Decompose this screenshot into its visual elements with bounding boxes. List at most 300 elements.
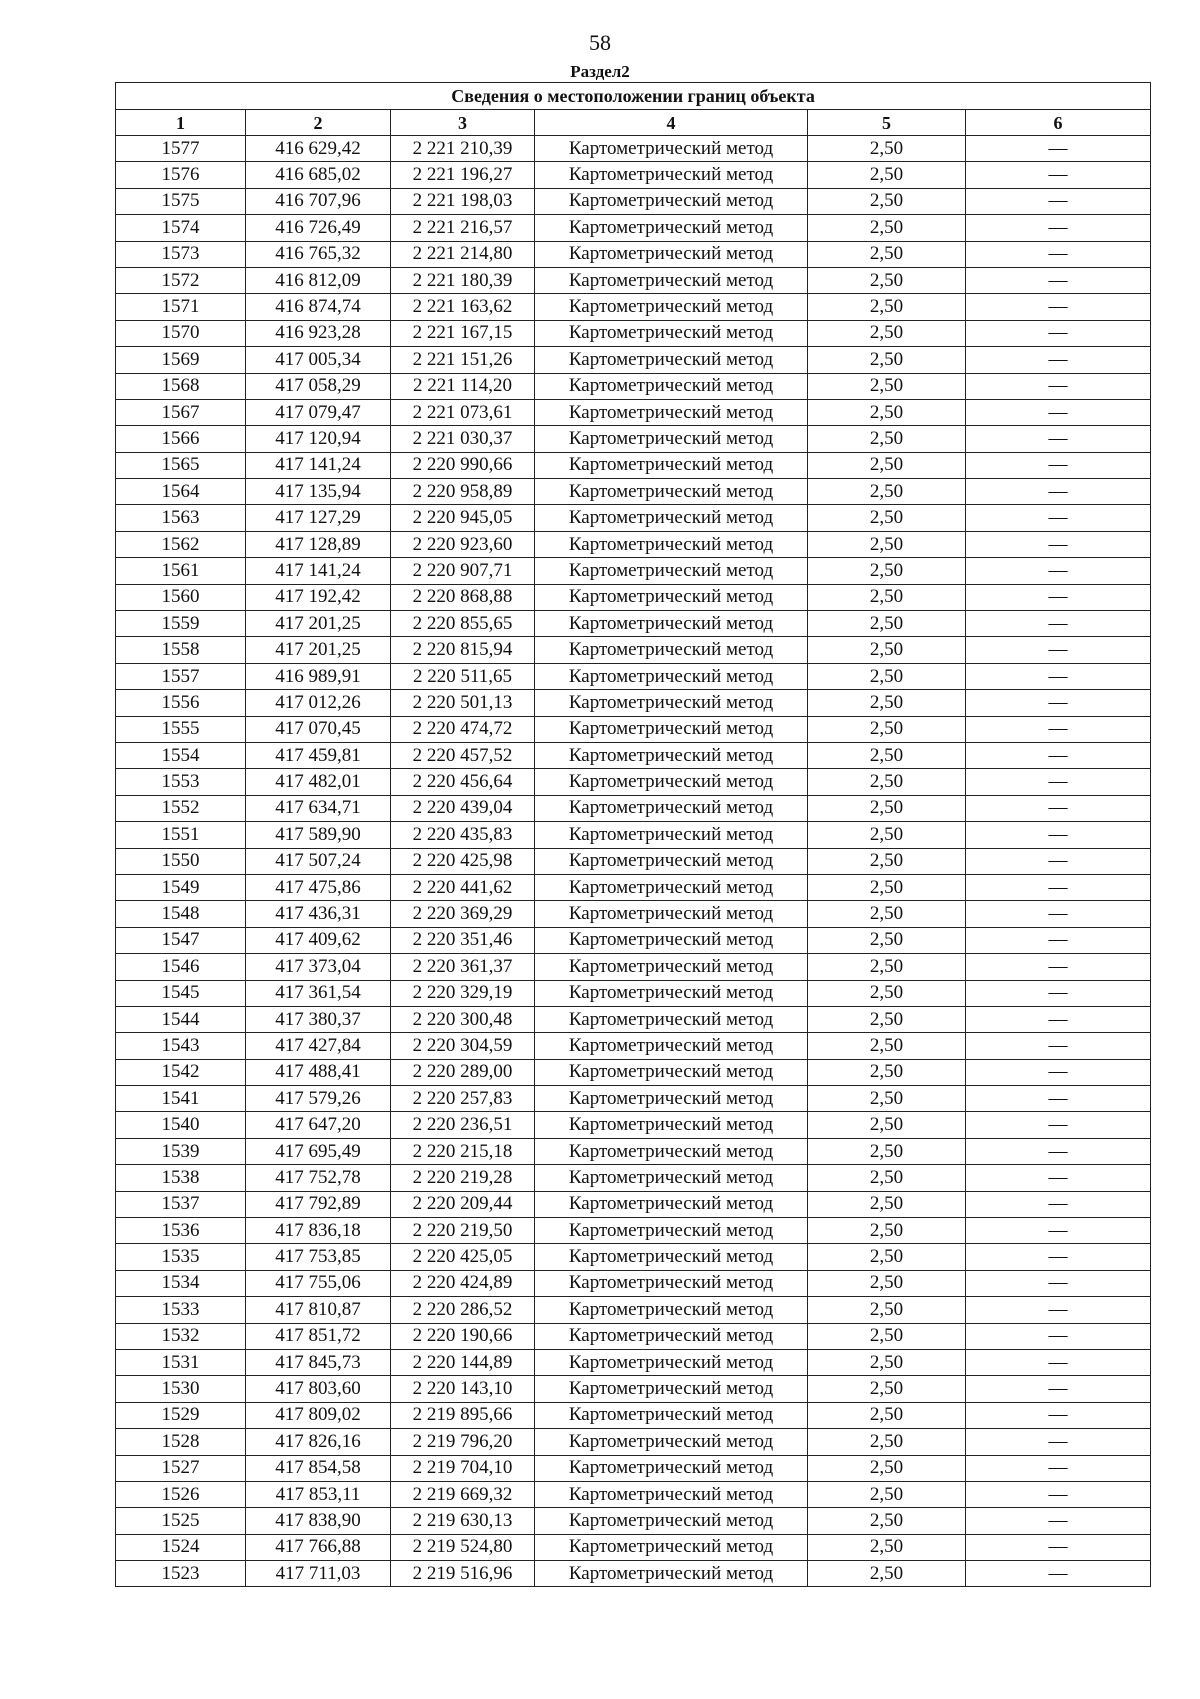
cell-coordinate-x: 417 766,88: [246, 1534, 391, 1560]
cell-description: —: [966, 1244, 1151, 1270]
cell-point-number: 1558: [116, 637, 246, 663]
table-row: [116, 716, 1151, 742]
cell-method: Картометрический метод: [535, 136, 808, 162]
table-row: [116, 954, 1151, 980]
cell-coordinate-x: 417 647,20: [246, 1112, 391, 1138]
cell-accuracy: 2,50: [808, 1561, 966, 1587]
cell-point-number: 1539: [116, 1138, 246, 1164]
cell-coordinate-x: 416 726,49: [246, 215, 391, 241]
cell-point-number: 1572: [116, 267, 246, 293]
cell-accuracy: 2,50: [808, 162, 966, 188]
cell-point-number: 1540: [116, 1112, 246, 1138]
cell-coordinate-y: 2 220 457,52: [391, 742, 535, 768]
cell-description: —: [966, 1376, 1151, 1402]
table-row: [116, 901, 1151, 927]
cell-description: —: [966, 320, 1151, 346]
cell-description: —: [966, 215, 1151, 241]
cell-point-number: 1542: [116, 1059, 246, 1085]
cell-description: —: [966, 1138, 1151, 1164]
table-row: [116, 1270, 1151, 1296]
cell-description: —: [966, 822, 1151, 848]
table-row: [116, 980, 1151, 1006]
page-number: 58: [589, 30, 611, 55]
table-row: [116, 1138, 1151, 1164]
section-title: Раздел2: [570, 62, 630, 81]
table-row: [116, 267, 1151, 293]
cell-accuracy: 2,50: [808, 452, 966, 478]
cell-method: Картометрический метод: [535, 1455, 808, 1481]
column-number-row: [116, 110, 1151, 136]
cell-method: Картометрический метод: [535, 505, 808, 531]
cell-coordinate-y: 2 220 236,51: [391, 1112, 535, 1138]
cell-method: Картометрический метод: [535, 1297, 808, 1323]
column-header-5: 5: [808, 110, 966, 136]
cell-accuracy: 2,50: [808, 1086, 966, 1112]
cell-point-number: 1538: [116, 1165, 246, 1191]
cell-coordinate-y: 2 220 501,13: [391, 690, 535, 716]
cell-point-number: 1571: [116, 294, 246, 320]
cell-coordinate-y: 2 220 923,60: [391, 531, 535, 557]
cell-method: Картометрический метод: [535, 426, 808, 452]
cell-coordinate-y: 2 221 151,26: [391, 347, 535, 373]
cell-point-number: 1535: [116, 1244, 246, 1270]
table-row: [116, 399, 1151, 425]
cell-accuracy: 2,50: [808, 1059, 966, 1085]
cell-coordinate-x: 417 507,24: [246, 848, 391, 874]
table-row: [116, 1455, 1151, 1481]
cell-coordinate-y: 2 220 474,72: [391, 716, 535, 742]
cell-coordinate-y: 2 219 516,96: [391, 1561, 535, 1587]
cell-coordinate-x: 417 589,90: [246, 822, 391, 848]
cell-description: —: [966, 1059, 1151, 1085]
cell-description: —: [966, 637, 1151, 663]
cell-point-number: 1564: [116, 479, 246, 505]
cell-coordinate-x: 417 005,34: [246, 347, 391, 373]
cell-coordinate-x: 416 989,91: [246, 663, 391, 689]
cell-method: Картометрический метод: [535, 901, 808, 927]
table-row: [116, 531, 1151, 557]
cell-coordinate-y: 2 221 196,27: [391, 162, 535, 188]
column-header-3: 3: [391, 110, 535, 136]
cell-accuracy: 2,50: [808, 1349, 966, 1375]
cell-point-number: 1560: [116, 584, 246, 610]
cell-coordinate-y: 2 221 216,57: [391, 215, 535, 241]
cell-coordinate-x: 417 853,11: [246, 1481, 391, 1507]
table-row: [116, 505, 1151, 531]
cell-point-number: 1561: [116, 558, 246, 584]
cell-description: —: [966, 716, 1151, 742]
cell-accuracy: 2,50: [808, 505, 966, 531]
cell-method: Картометрический метод: [535, 848, 808, 874]
cell-method: Картометрический метод: [535, 927, 808, 953]
cell-description: —: [966, 452, 1151, 478]
table-row: [116, 848, 1151, 874]
cell-accuracy: 2,50: [808, 584, 966, 610]
cell-method: Картометрический метод: [535, 347, 808, 373]
cell-method: Картометрический метод: [535, 611, 808, 637]
cell-description: —: [966, 1429, 1151, 1455]
cell-accuracy: 2,50: [808, 241, 966, 267]
cell-coordinate-x: 417 012,26: [246, 690, 391, 716]
cell-point-number: 1543: [116, 1033, 246, 1059]
cell-accuracy: 2,50: [808, 742, 966, 768]
cell-coordinate-y: 2 219 669,32: [391, 1481, 535, 1507]
cell-method: Картометрический метод: [535, 479, 808, 505]
cell-description: —: [966, 1218, 1151, 1244]
cell-point-number: 1526: [116, 1481, 246, 1507]
cell-point-number: 1549: [116, 874, 246, 900]
cell-coordinate-x: 417 475,86: [246, 874, 391, 900]
cell-coordinate-y: 2 220 304,59: [391, 1033, 535, 1059]
cell-point-number: 1570: [116, 320, 246, 346]
cell-coordinate-x: 416 685,02: [246, 162, 391, 188]
table-row: [116, 1059, 1151, 1085]
cell-description: —: [966, 426, 1151, 452]
cell-coordinate-x: 417 711,03: [246, 1561, 391, 1587]
table-row: [116, 742, 1151, 768]
cell-coordinate-y: 2 221 167,15: [391, 320, 535, 346]
cell-coordinate-x: 417 634,71: [246, 795, 391, 821]
cell-coordinate-y: 2 219 895,66: [391, 1402, 535, 1428]
cell-point-number: 1527: [116, 1455, 246, 1481]
cell-method: Картометрический метод: [535, 1376, 808, 1402]
cell-coordinate-y: 2 221 214,80: [391, 241, 535, 267]
table-row: [116, 769, 1151, 795]
cell-point-number: 1566: [116, 426, 246, 452]
cell-description: —: [966, 690, 1151, 716]
cell-point-number: 1567: [116, 399, 246, 425]
cell-point-number: 1536: [116, 1218, 246, 1244]
cell-accuracy: 2,50: [808, 1218, 966, 1244]
cell-point-number: 1544: [116, 1006, 246, 1032]
cell-point-number: 1575: [116, 188, 246, 214]
cell-coordinate-x: 417 809,02: [246, 1402, 391, 1428]
cell-coordinate-x: 417 141,24: [246, 558, 391, 584]
cell-accuracy: 2,50: [808, 1429, 966, 1455]
cell-description: —: [966, 1534, 1151, 1560]
cell-method: Картометрический метод: [535, 1165, 808, 1191]
cell-coordinate-y: 2 219 524,80: [391, 1534, 535, 1560]
cell-description: —: [966, 584, 1151, 610]
cell-coordinate-x: 417 488,41: [246, 1059, 391, 1085]
cell-coordinate-x: 416 707,96: [246, 188, 391, 214]
cell-point-number: 1537: [116, 1191, 246, 1217]
cell-accuracy: 2,50: [808, 558, 966, 584]
cell-coordinate-x: 417 792,89: [246, 1191, 391, 1217]
cell-description: —: [966, 795, 1151, 821]
cell-coordinate-y: 2 220 424,89: [391, 1270, 535, 1296]
cell-method: Картометрический метод: [535, 1244, 808, 1270]
cell-coordinate-y: 2 220 958,89: [391, 479, 535, 505]
cell-point-number: 1524: [116, 1534, 246, 1560]
cell-coordinate-y: 2 220 511,65: [391, 663, 535, 689]
table-row: [116, 1165, 1151, 1191]
cell-point-number: 1530: [116, 1376, 246, 1402]
cell-method: Картометрический метод: [535, 584, 808, 610]
cell-coordinate-x: 417 752,78: [246, 1165, 391, 1191]
cell-description: —: [966, 663, 1151, 689]
cell-coordinate-y: 2 220 215,18: [391, 1138, 535, 1164]
cell-description: —: [966, 874, 1151, 900]
cell-accuracy: 2,50: [808, 294, 966, 320]
cell-method: Картометрический метод: [535, 1349, 808, 1375]
cell-coordinate-x: 417 128,89: [246, 531, 391, 557]
cell-point-number: 1555: [116, 716, 246, 742]
cell-coordinate-x: 417 695,49: [246, 1138, 391, 1164]
table-row: [116, 663, 1151, 689]
cell-method: Картометрический метод: [535, 1481, 808, 1507]
cell-method: Картометрический метод: [535, 1429, 808, 1455]
cell-method: Картометрический метод: [535, 1191, 808, 1217]
cell-coordinate-y: 2 220 439,04: [391, 795, 535, 821]
cell-method: Картометрический метод: [535, 1402, 808, 1428]
cell-method: Картометрический метод: [535, 690, 808, 716]
cell-accuracy: 2,50: [808, 1165, 966, 1191]
table-row: [116, 188, 1151, 214]
cell-coordinate-y: 2 220 425,05: [391, 1244, 535, 1270]
cell-method: Картометрический метод: [535, 162, 808, 188]
cell-point-number: 1523: [116, 1561, 246, 1587]
cell-accuracy: 2,50: [808, 1112, 966, 1138]
table-row: [116, 215, 1151, 241]
cell-coordinate-x: 417 127,29: [246, 505, 391, 531]
cell-point-number: 1550: [116, 848, 246, 874]
table-row: [116, 1349, 1151, 1375]
table-row: [116, 690, 1151, 716]
cell-method: Картометрический метод: [535, 769, 808, 795]
cell-accuracy: 2,50: [808, 1033, 966, 1059]
cell-point-number: 1568: [116, 373, 246, 399]
cell-coordinate-x: 417 755,06: [246, 1270, 391, 1296]
column-header-2: 2: [246, 110, 391, 136]
table-row: [116, 294, 1151, 320]
table-row: [116, 1191, 1151, 1217]
cell-accuracy: 2,50: [808, 215, 966, 241]
cell-accuracy: 2,50: [808, 399, 966, 425]
cell-coordinate-y: 2 220 425,98: [391, 848, 535, 874]
cell-method: Картометрический метод: [535, 267, 808, 293]
cell-coordinate-x: 417 135,94: [246, 479, 391, 505]
column-header-1: 1: [116, 110, 246, 136]
cell-coordinate-y: 2 221 030,37: [391, 426, 535, 452]
column-header-6: 6: [966, 110, 1151, 136]
cell-accuracy: 2,50: [808, 980, 966, 1006]
cell-method: Картометрический метод: [535, 1112, 808, 1138]
cell-point-number: 1576: [116, 162, 246, 188]
cell-point-number: 1574: [116, 215, 246, 241]
cell-description: —: [966, 294, 1151, 320]
cell-description: —: [966, 1086, 1151, 1112]
cell-coordinate-x: 417 373,04: [246, 954, 391, 980]
cell-method: Картометрический метод: [535, 531, 808, 557]
table-row: [116, 558, 1151, 584]
cell-description: —: [966, 241, 1151, 267]
cell-accuracy: 2,50: [808, 479, 966, 505]
cell-coordinate-x: 417 826,16: [246, 1429, 391, 1455]
table-row: [116, 320, 1151, 346]
cell-accuracy: 2,50: [808, 1534, 966, 1560]
cell-point-number: 1531: [116, 1349, 246, 1375]
table-caption: Сведения о местоположении границ объекта: [116, 83, 1151, 110]
boundary-coordinates-table: [115, 82, 1151, 1587]
cell-coordinate-x: 417 141,24: [246, 452, 391, 478]
cell-coordinate-x: 417 810,87: [246, 1297, 391, 1323]
table-row: [116, 637, 1151, 663]
cell-coordinate-y: 2 220 868,88: [391, 584, 535, 610]
cell-description: —: [966, 901, 1151, 927]
cell-coordinate-y: 2 220 351,46: [391, 927, 535, 953]
cell-method: Картометрический метод: [535, 373, 808, 399]
cell-point-number: 1546: [116, 954, 246, 980]
cell-point-number: 1552: [116, 795, 246, 821]
cell-description: —: [966, 742, 1151, 768]
cell-coordinate-y: 2 219 630,13: [391, 1508, 535, 1534]
cell-accuracy: 2,50: [808, 1270, 966, 1296]
cell-accuracy: 2,50: [808, 531, 966, 557]
cell-accuracy: 2,50: [808, 1455, 966, 1481]
table-row: [116, 1481, 1151, 1507]
cell-accuracy: 2,50: [808, 795, 966, 821]
table-row: [116, 1112, 1151, 1138]
cell-coordinate-x: 417 482,01: [246, 769, 391, 795]
table-row: [116, 584, 1151, 610]
cell-point-number: 1534: [116, 1270, 246, 1296]
cell-method: Картометрический метод: [535, 637, 808, 663]
cell-coordinate-y: 2 220 361,37: [391, 954, 535, 980]
cell-accuracy: 2,50: [808, 1191, 966, 1217]
cell-accuracy: 2,50: [808, 1244, 966, 1270]
cell-coordinate-x: 417 753,85: [246, 1244, 391, 1270]
cell-coordinate-x: 416 923,28: [246, 320, 391, 346]
cell-coordinate-x: 417 058,29: [246, 373, 391, 399]
cell-description: —: [966, 611, 1151, 637]
table-row: [116, 611, 1151, 637]
cell-coordinate-y: 2 219 796,20: [391, 1429, 535, 1455]
cell-coordinate-y: 2 220 219,28: [391, 1165, 535, 1191]
cell-description: —: [966, 769, 1151, 795]
cell-point-number: 1562: [116, 531, 246, 557]
cell-point-number: 1528: [116, 1429, 246, 1455]
cell-coordinate-x: 417 851,72: [246, 1323, 391, 1349]
cell-point-number: 1525: [116, 1508, 246, 1534]
cell-coordinate-x: 417 201,25: [246, 611, 391, 637]
cell-accuracy: 2,50: [808, 1297, 966, 1323]
cell-method: Картометрический метод: [535, 452, 808, 478]
cell-description: —: [966, 1112, 1151, 1138]
cell-method: Картометрический метод: [535, 742, 808, 768]
cell-coordinate-x: 417 120,94: [246, 426, 391, 452]
cell-accuracy: 2,50: [808, 637, 966, 663]
cell-accuracy: 2,50: [808, 690, 966, 716]
cell-point-number: 1569: [116, 347, 246, 373]
cell-coordinate-y: 2 219 704,10: [391, 1455, 535, 1481]
cell-point-number: 1551: [116, 822, 246, 848]
cell-method: Картометрический метод: [535, 795, 808, 821]
cell-point-number: 1577: [116, 136, 246, 162]
cell-description: —: [966, 1402, 1151, 1428]
cell-coordinate-y: 2 221 180,39: [391, 267, 535, 293]
cell-coordinate-y: 2 220 144,89: [391, 1349, 535, 1375]
cell-coordinate-y: 2 220 209,44: [391, 1191, 535, 1217]
cell-coordinate-y: 2 220 945,05: [391, 505, 535, 531]
cell-coordinate-x: 417 192,42: [246, 584, 391, 610]
cell-description: —: [966, 1561, 1151, 1587]
cell-accuracy: 2,50: [808, 848, 966, 874]
cell-coordinate-y: 2 220 257,83: [391, 1086, 535, 1112]
cell-description: —: [966, 1270, 1151, 1296]
cell-method: Картометрический метод: [535, 215, 808, 241]
cell-coordinate-x: 417 361,54: [246, 980, 391, 1006]
table-row: [116, 795, 1151, 821]
cell-coordinate-y: 2 220 855,65: [391, 611, 535, 637]
cell-description: —: [966, 1191, 1151, 1217]
cell-accuracy: 2,50: [808, 188, 966, 214]
cell-accuracy: 2,50: [808, 954, 966, 980]
cell-description: —: [966, 1165, 1151, 1191]
cell-accuracy: 2,50: [808, 611, 966, 637]
cell-accuracy: 2,50: [808, 347, 966, 373]
cell-description: —: [966, 479, 1151, 505]
table-row: [116, 452, 1151, 478]
cell-accuracy: 2,50: [808, 663, 966, 689]
column-header-4: 4: [535, 110, 808, 136]
cell-coordinate-x: 417 070,45: [246, 716, 391, 742]
table-row: [116, 1086, 1151, 1112]
cell-description: —: [966, 1323, 1151, 1349]
cell-description: —: [966, 1349, 1151, 1375]
cell-accuracy: 2,50: [808, 136, 966, 162]
cell-method: Картометрический метод: [535, 1534, 808, 1560]
cell-coordinate-x: 416 629,42: [246, 136, 391, 162]
cell-coordinate-y: 2 220 190,66: [391, 1323, 535, 1349]
cell-method: Картометрический метод: [535, 1323, 808, 1349]
cell-accuracy: 2,50: [808, 267, 966, 293]
cell-description: —: [966, 980, 1151, 1006]
cell-description: —: [966, 267, 1151, 293]
cell-accuracy: 2,50: [808, 1481, 966, 1507]
table-row: [116, 347, 1151, 373]
cell-coordinate-y: 2 220 300,48: [391, 1006, 535, 1032]
cell-method: Картометрический метод: [535, 558, 808, 584]
cell-method: Картометрический метод: [535, 1138, 808, 1164]
cell-method: Картометрический метод: [535, 1508, 808, 1534]
cell-accuracy: 2,50: [808, 1376, 966, 1402]
table-row: [116, 1534, 1151, 1560]
cell-accuracy: 2,50: [808, 901, 966, 927]
cell-coordinate-x: 417 803,60: [246, 1376, 391, 1402]
cell-point-number: 1532: [116, 1323, 246, 1349]
cell-coordinate-x: 417 380,37: [246, 1006, 391, 1032]
cell-point-number: 1565: [116, 452, 246, 478]
cell-coordinate-y: 2 220 435,83: [391, 822, 535, 848]
cell-accuracy: 2,50: [808, 320, 966, 346]
cell-description: —: [966, 1297, 1151, 1323]
cell-description: —: [966, 1508, 1151, 1534]
table-row: [116, 822, 1151, 848]
cell-method: Картометрический метод: [535, 294, 808, 320]
cell-description: —: [966, 531, 1151, 557]
cell-coordinate-y: 2 220 219,50: [391, 1218, 535, 1244]
cell-method: Картометрический метод: [535, 980, 808, 1006]
table-row: [116, 1297, 1151, 1323]
cell-coordinate-x: 417 079,47: [246, 399, 391, 425]
table-row: [116, 241, 1151, 267]
cell-point-number: 1563: [116, 505, 246, 531]
cell-coordinate-y: 2 220 143,10: [391, 1376, 535, 1402]
cell-coordinate-x: 416 765,32: [246, 241, 391, 267]
table-row: [116, 1508, 1151, 1534]
table-row: [116, 426, 1151, 452]
